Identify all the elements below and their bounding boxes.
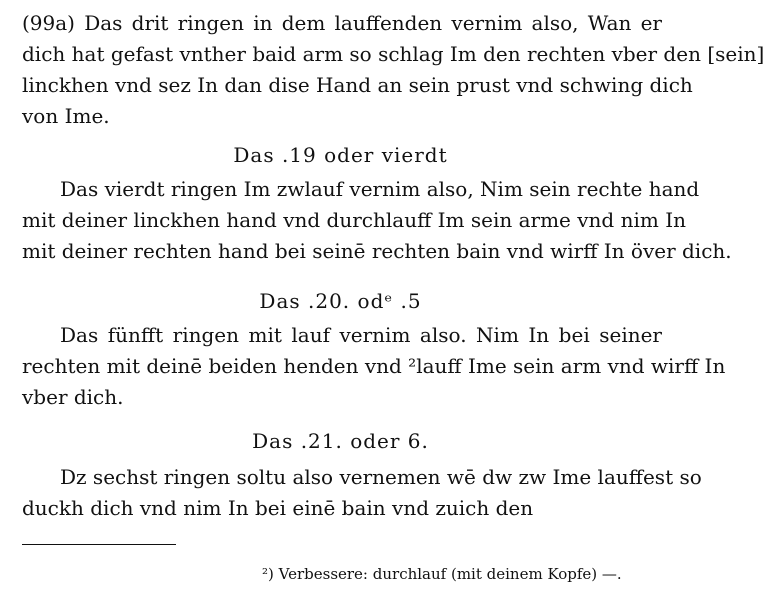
paragraph-3-line-3: vber dich.	[22, 385, 124, 409]
paragraph-1-line-1: (99a) Das drit ringen in dem lauffenden vernim also, Wan er	[22, 11, 662, 35]
section-heading-20: Das .20. odᵉ .5	[259, 289, 422, 313]
paragraph-2-line-2: mit deiner linckhen hand vnd durchlauff Im sein arme vnd nim In	[22, 208, 686, 232]
paragraph-1-line-4: von Ime.	[22, 104, 110, 128]
paragraph-3-line-1: Das fünfft ringen mit lauf vernim also. Nim In bei seiner	[60, 323, 662, 347]
paragraph-2-line-1: Das vierdt ringen Im zwlauf vernim also, Nim sein rechte hand	[60, 177, 700, 201]
paragraph-1-line-2: dich hat gefast vnther baid arm so schlag Im den rechten vber den [sein]	[22, 42, 764, 66]
paragraph-3-line-2: rechten mit deinē beiden henden vnd ²lauff Ime sein arm vnd wirff In	[22, 354, 726, 378]
section-heading-21: Das .21. oder 6.	[252, 429, 429, 453]
paragraph-1-line-3: linckhen vnd sez In dan dise Hand an sein prust vnd schwing dich	[22, 73, 693, 97]
footnote-divider	[22, 544, 176, 545]
footnote-text: ²) Verbessere: durchlauf (mit deinem Kopfe) —.	[262, 565, 622, 583]
paragraph-2-line-3: mit deiner rechten hand bei seinē rechten bain vnd wirff In över dich.	[22, 239, 732, 263]
paragraph-4-line-1: Dz sechst ringen soltu also vernemen wē dw zw Ime lauffest so	[60, 465, 702, 489]
paragraph-4-line-2: duckh dich vnd nim In bei einē bain vnd zuich den	[22, 496, 534, 520]
section-heading-19: Das .19 oder vierdt	[233, 143, 448, 167]
